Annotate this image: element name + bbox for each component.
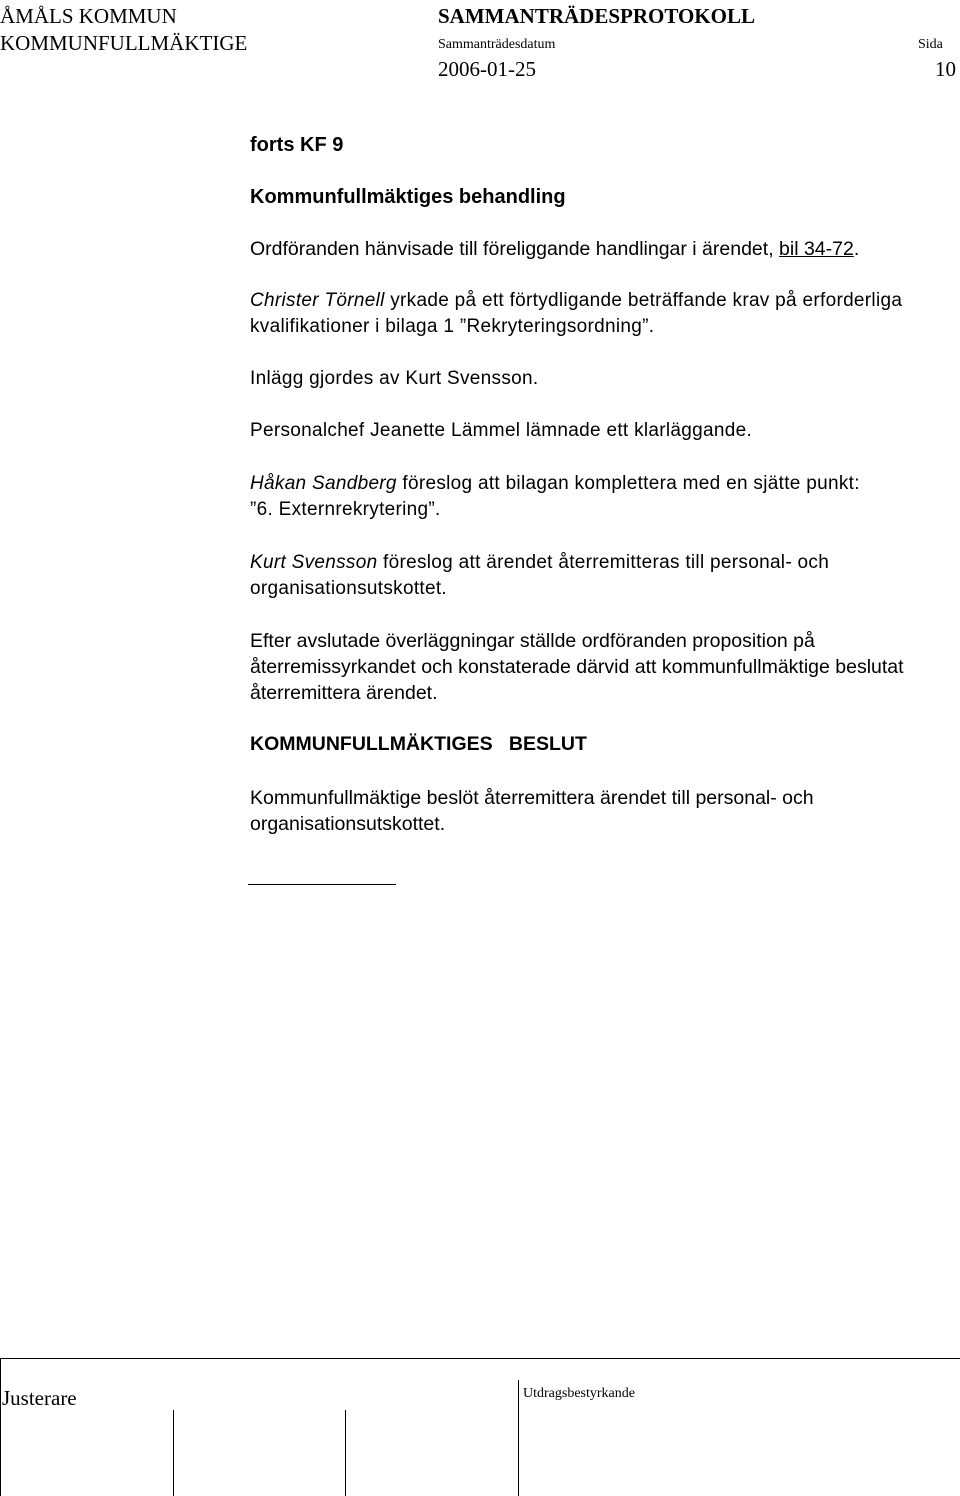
decision-text: Kommunfullmäktige beslöt återremittera ärendet till personal- och organisationsutskottet.	[250, 787, 814, 835]
signature-box-divider	[173, 1410, 174, 1496]
footer-rule	[0, 1358, 960, 1359]
person-name: Kurt Svensson	[250, 552, 378, 573]
page-number: 10	[935, 57, 956, 81]
meeting-date: 2006-01-25	[438, 57, 536, 81]
utdragsbestyrkande-label: Utdragsbestyrkande	[523, 1386, 635, 1401]
signature-box-divider	[518, 1380, 519, 1496]
paragraph-inlagg: Inlägg gjordes av Kurt Svensson.	[250, 368, 539, 389]
paragraph-personalchef: Personalchef Jeanette Lämmel lämnade ett klarläggande.	[250, 420, 753, 441]
attachment-link[interactable]: bil 34-72	[779, 238, 854, 260]
section-reference: forts KF 9	[250, 134, 344, 156]
page-label: Sida	[918, 37, 943, 52]
person-name: Håkan Sandberg	[250, 473, 397, 494]
handling-heading: Kommunfullmäktiges behandling	[250, 186, 566, 208]
signature-box-divider	[345, 1410, 346, 1496]
decision-heading: KOMMUNFULLMÄKTIGES BESLUT	[250, 733, 587, 755]
assembly-name: KOMMUNFULLMÄKTIGE	[0, 31, 248, 55]
justerare-label: Justerare	[2, 1386, 77, 1410]
end-rule	[248, 884, 396, 885]
paragraph-handlingar: Ordföranden hänvisade till föreliggande handlingar i ärendet, bil 34-72.	[250, 238, 860, 260]
meeting-date-label: Sammanträdesdatum	[438, 37, 556, 52]
municipality-name: ÅMÅLS KOMMUN	[0, 4, 177, 28]
paragraph-svensson: Kurt Svensson föreslog att ärendet återremitteras till personal- och organisationsutskottet.	[250, 552, 830, 599]
protocol-title: SAMMANTRÄDESPROTOKOLL	[438, 4, 755, 28]
signature-box-divider	[0, 1358, 1, 1496]
paragraph-proposition: Efter avslutade överläggningar ställde ordföranden proposition på återremissyrkandet och konstaterade därvid att kommunfullmäktige beslutat återremittera ärendet.	[250, 630, 904, 704]
paragraph-tornell: Christer Törnell yrkade på ett förtydligande beträffande krav på erforderliga kvalifikationer i bilaga 1 ”Rekryteringsordning”.	[250, 290, 903, 337]
paragraph-sandberg: Håkan Sandberg föreslog att bilagan komplettera med en sjätte punkt: ”6. Externrekrytering”.	[250, 473, 860, 520]
person-name: Christer Törnell	[250, 290, 385, 311]
